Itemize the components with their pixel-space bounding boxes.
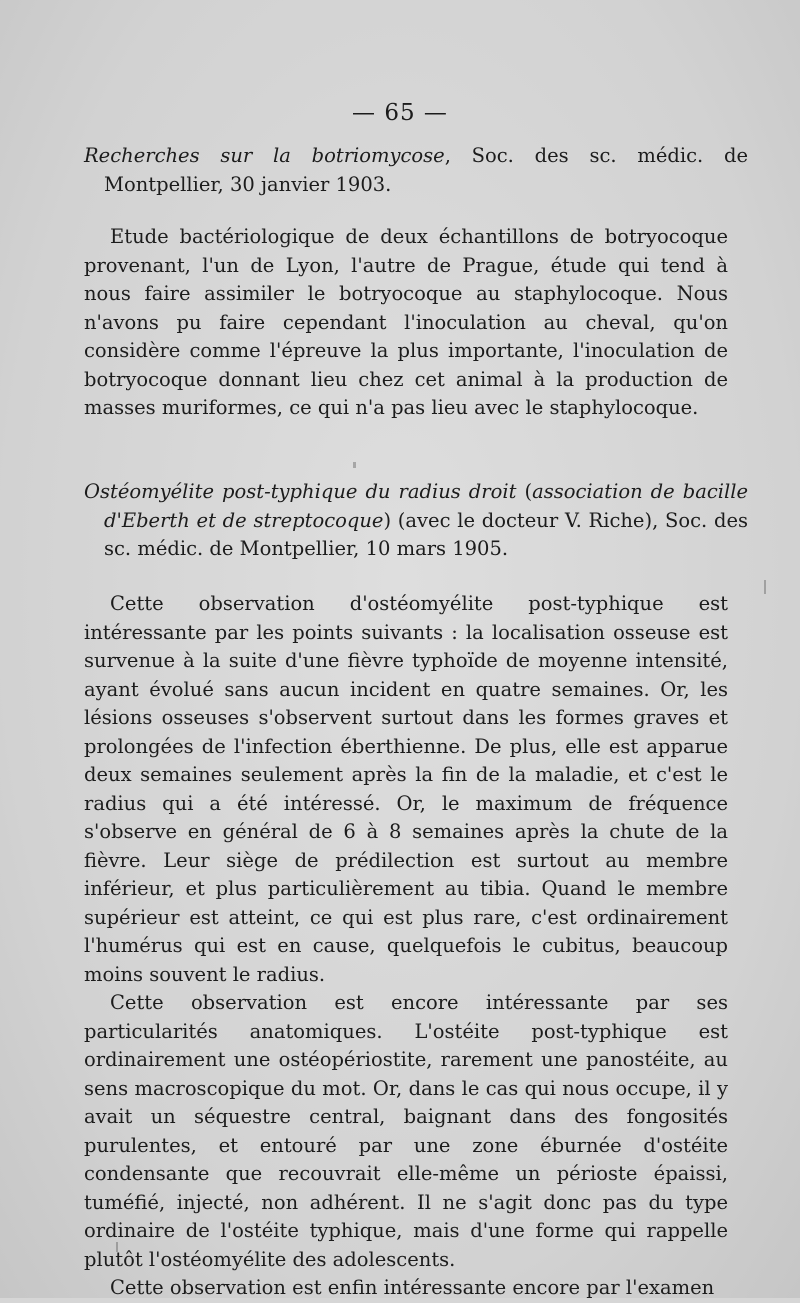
reference-details: ) (avec le docteur V. Riche), Soc. des sc. médic. de Montpellier, 10 mars 1905. bbox=[104, 508, 748, 560]
reference-title-part2: association de bacille d'Eberth et de streptocoque bbox=[104, 480, 749, 532]
scan-speck bbox=[116, 1242, 118, 1252]
paragraph-examen: Cette observation est enfin intéressante encore par l'examen bbox=[110, 1276, 715, 1299]
paragraph-osseous-localisation: Cette observation d'ostéomyélite post-typhique est intéressante par les points suivants : la localisation osseuse est survenue à la suite d'une fièvre typhoïde de moyenne intensité, ayant évolué sans aucun incident en quatre semaines. Or, les lésions osseuses s'observent surtout dans les formes graves et prolongées de l'infection éberthienne. De plus, elle est apparue deux semaines seulement après la fin de la maladie, et c'est le radius qui a été intéressé. Or, le maximum de fréquence s'observe en général de 6 à 8 semaines après la chute de la fièvre. Leur siège de prédilection est surtout au membre inférieur, et plus particulièrement au tibia. Quand le membre supérieur est atteint, ce qui est plus rare, c'est ordinairement l'humérus qui est en cause, quelquefois le cubitus, beaucoup moins souvent le radius. bbox=[84, 592, 728, 986]
reference-botriomycose bbox=[84, 142, 748, 199]
reference-paren-open: ( bbox=[516, 480, 533, 503]
paragraph-botryocoque bbox=[84, 223, 728, 423]
reference-title-part1: Ostéomyélite post-typhique du radius droit bbox=[84, 480, 517, 503]
scan-speck bbox=[353, 462, 356, 468]
paragraph-anatomical: Cette observation est encore intéressante par ses particularités anatomiques. L'ostéite post-typhique est ordinairement une ostéopériostite, rarement une panostéite, au sens macroscopique du mot. Or, dans le cas qui nous occupe, il y avait un séquestre central, baignant dans des fongosités purulentes, et entouré par une zone éburnée d'ostéite condensante que recouvrait elle-même un périoste épaissi, tuméfié, injecté, non adhérent. Il ne s'agit donc pas du type ordinaire de l'ostéite typhique, mais d'une forme qui rappelle plutôt l'ostéomyélite des adolescents. bbox=[84, 991, 728, 1271]
page-number: — 65 — bbox=[352, 100, 448, 126]
paragraph-text: Etude bactériologique de deux échantillons de botryocoque provenant, l'un de Lyon, l'autre de Prague, étude qui tend à nous faire assimiler le botryocoque au staphylocoque. Nous n'avons pu faire cependant l'inoculation au cheval, qu'on considère comme l'épreuve la plus importante, l'inoculation de botryocoque donnant lieu chez cet animal à la production de masses muriformes, ce qui n'a pas lieu avec le staphylocoque. bbox=[84, 225, 728, 419]
reference-details: , Soc. des sc. médic. de Montpellier, 30 janvier 1903. bbox=[104, 144, 748, 196]
reference-osteomyelite bbox=[84, 478, 748, 564]
scan-speck bbox=[764, 580, 766, 594]
observation-section bbox=[84, 590, 728, 1303]
reference-title: Recherches sur la botriomycose bbox=[84, 144, 445, 167]
